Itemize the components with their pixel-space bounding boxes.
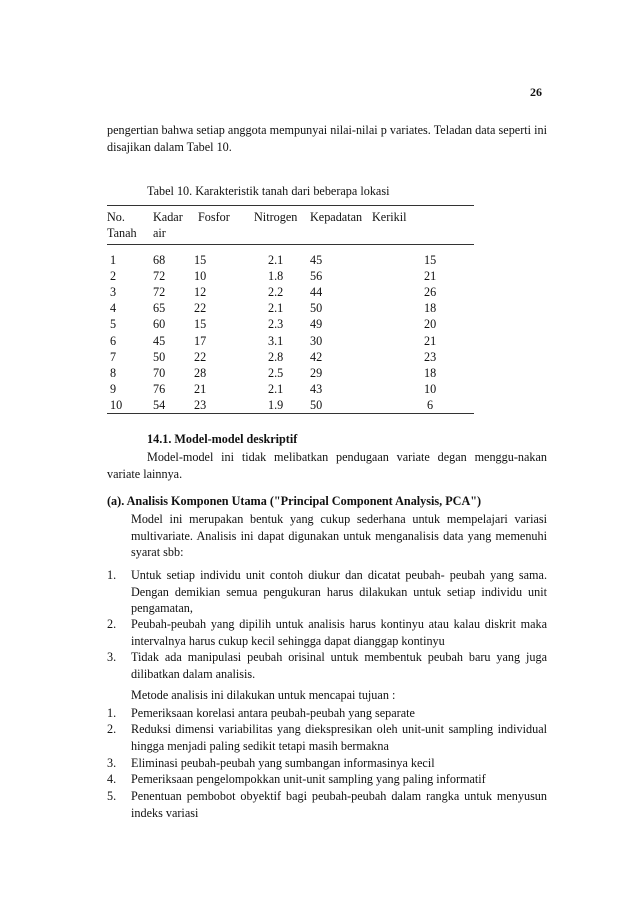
requirement-number: 3. [107,650,117,664]
cell-kepadatan: 49 [310,317,323,332]
cell-kerikil: 23 [424,349,437,364]
cell-fosfor: 15 [194,317,207,332]
cell-fosfor: 28 [194,365,207,380]
goal-text: Reduksi dimensi variabilitas yang diekspresikan oleh unit-unit sampling individual hingga menjadi paling sedikit tetapi masih bermakna [131,722,547,753]
goal-number: 4. [107,772,117,786]
goal-number: 2. [107,722,117,736]
requirement-text: Peubah-peubah yang dipilih untuk analisis harus kontinyu atau kalau diskrit maka intervalnya harus cukup kecil sehingga dapat dianggap kontinyu [131,617,547,648]
cell-nitrogen: 1.8 [268,269,284,284]
cell-kerikil: 6 [427,397,434,412]
cell-kepadatan: 44 [310,285,323,300]
page-number: 26 [530,85,542,99]
cell-kerikil: 15 [424,253,437,267]
cell-fosfor: 10 [194,269,207,284]
goal-text: Eliminasi peubah-peubah yang sumbangan informasinya kecil [131,756,435,770]
requirement-number: 2. [107,617,117,631]
goal-number: 3. [107,756,117,770]
cell-no: 5 [110,317,117,332]
cell-nitrogen: 2.5 [268,365,284,380]
cell-kadar-air: 60 [153,317,166,332]
cell-fosfor: 12 [194,285,207,300]
cell-nitrogen: 2.1 [268,381,284,396]
pca-paragraph: Model ini merupakan bentuk yang cukup sederhana untuk mempelajari variasi multivariate. Analisis ini dapat digunakan untuk menganalisis data yang memenuhi syarat sbb: [131,512,547,560]
cell-no: 6 [110,333,117,348]
goal-number: 1. [107,706,117,720]
requirement-text: Tidak ada manipulasi peubah orisinal untuk membentuk peubah baru yang juga dilibatkan dalam analisis. [131,650,547,681]
cell-kepadatan: 50 [310,301,323,316]
cell-kadar-air: 68 [153,253,166,267]
cell-kepadatan: 42 [310,349,323,364]
cell-kerikil: 20 [424,317,437,332]
cell-nitrogen: 2.8 [268,349,284,364]
goal-text: Pemeriksaan pengelompokkan unit-unit sampling yang paling informatif [131,772,486,786]
cell-fosfor: 17 [194,333,207,348]
cell-kepadatan: 30 [310,333,323,348]
table-bottom-rule [107,413,474,414]
cell-no: 7 [110,349,117,364]
cell-no: 3 [110,285,117,300]
section-heading: 14.1. Model-model deskriptif [147,432,298,446]
cell-kadar-air: 72 [153,285,166,300]
header-nitrogen: Nitrogen [254,210,298,224]
cell-no: 4 [110,301,117,316]
cell-no: 8 [110,365,117,380]
cell-kadar-air: 72 [153,269,166,284]
table-header-rule [107,244,474,245]
cell-kerikil: 10 [424,381,437,396]
requirement-text: Untuk setiap individu unit contoh diukur dan dicatat peubah- peubah yang sama. Dengan demikian semua pengukuran harus dilakukan untuk setiap individu unit pengamatan, [131,568,547,616]
requirement-number: 1. [107,568,117,582]
goal-text: Penentuan pembobot obyektif bagi peubah-peubah dalam rangka untuk menyusun indeks variasi [131,789,547,820]
pca-heading: (a). Analisis Komponen Utama ("Principal Component Analysis, PCA") [107,494,482,508]
goals-intro: Metode analisis ini dilakukan untuk mencapai tujuan : [131,688,396,702]
cell-nitrogen: 3.1 [268,333,284,348]
cell-nitrogen: 2.1 [268,253,284,267]
cell-fosfor: 22 [194,301,207,316]
cell-kerikil: 18 [424,365,437,380]
goal-text: Pemeriksaan korelasi antara peubah-peubah yang separate [131,706,415,720]
cell-nitrogen: 2.1 [268,301,284,316]
cell-fosfor: 15 [194,253,207,267]
cell-nitrogen: 1.9 [268,397,284,412]
cell-kadar-air: 65 [153,301,166,316]
cell-kadar-air: 70 [153,365,166,380]
header-air: air [153,226,166,240]
table-top-rule [107,205,474,206]
cell-nitrogen: 2.2 [268,285,284,300]
intro-paragraph: pengertian bahwa setiap anggota mempunyai nilai-nilai p variates. Teladan data seperti ini disajikan dalam Tabel 10. [107,123,547,154]
cell-kadar-air: 76 [153,381,166,396]
cell-kerikil: 18 [424,301,437,316]
cell-kepadatan: 29 [310,365,323,380]
cell-kadar-air: 50 [153,349,166,364]
cell-fosfor: 22 [194,349,207,364]
cell-kerikil: 21 [424,333,437,348]
section-paragraph: Model-model ini tidak melibatkan pendugaan variate degan menggu-nakan variate lainnya. [107,450,547,481]
cell-kerikil: 26 [424,285,437,300]
cell-kadar-air: 54 [153,397,166,412]
cell-kepadatan: 56 [310,269,323,284]
header-no: No. [107,210,125,224]
cell-no: 1 [110,253,117,267]
cell-kadar-air: 45 [153,333,166,348]
header-kerikil: Kerikil [372,210,407,224]
goal-number: 5. [107,789,117,803]
header-kepadatan: Kepadatan [310,210,363,224]
cell-no: 2 [110,269,117,284]
cell-kerikil: 21 [424,269,437,284]
cell-no: 10 [110,397,123,412]
cell-kepadatan: 45 [310,253,323,267]
header-tanah: Tanah [107,226,137,240]
header-fosfor: Fosfor [198,210,230,224]
cell-fosfor: 21 [194,381,207,396]
header-kadar: Kadar [153,210,183,224]
cell-fosfor: 23 [194,397,207,412]
cell-no: 9 [110,381,117,396]
cell-kepadatan: 50 [310,397,323,412]
table-caption: Tabel 10. Karakteristik tanah dari beberapa lokasi [147,184,390,198]
cell-kepadatan: 43 [310,381,323,396]
cell-nitrogen: 2.3 [268,317,284,332]
